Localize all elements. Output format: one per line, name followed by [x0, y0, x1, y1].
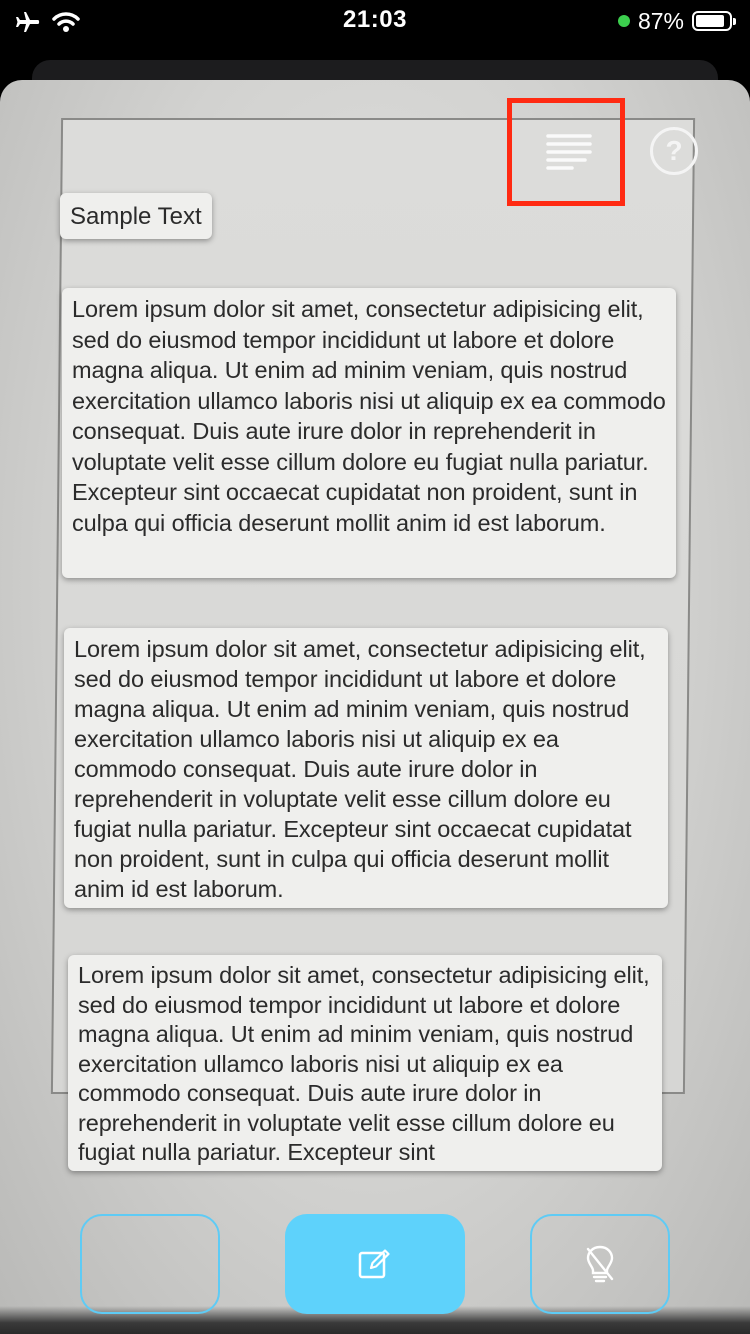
- recognized-paragraph-2[interactable]: [64, 628, 668, 908]
- paragraph-text: Lorem ipsum dolor sit amet, consectetur adipisicing elit, sed do eiusmod tempor incididunt ut labore et dolore magna aliqua. Ut enim ad minim veniam, quis nostrud exercitation ullamco laboris nisi ut aliquip ex ea commodo consequat. Duis aute irure dolor in reprehenderit in voluptate velit esse cillum dolore eu fugiat nulla pariatur. Excepteur sint occaecat cupidatat non proident, sunt in culpa qui officia deserunt mollit anim id est laborum.: [74, 636, 646, 902]
- edit-button[interactable]: [285, 1214, 465, 1314]
- battery-percent: 87%: [637, 7, 684, 34]
- charging-dot-icon: [618, 15, 630, 27]
- edit-icon: [355, 1244, 395, 1284]
- text-lines-icon: [530, 122, 610, 182]
- recognized-paragraph-3[interactable]: [68, 955, 662, 1171]
- flash-off-icon: [580, 1242, 620, 1286]
- battery-icon: [692, 11, 732, 31]
- recognized-title-box[interactable]: [60, 193, 212, 239]
- left-action-button[interactable]: [80, 1214, 220, 1314]
- flash-toggle-button[interactable]: [530, 1214, 670, 1314]
- scanned-document: [51, 118, 695, 1094]
- help-icon: ?: [665, 135, 683, 166]
- help-button[interactable]: [650, 127, 698, 175]
- recognized-paragraph-1[interactable]: [62, 288, 676, 578]
- paragraph-text: Lorem ipsum dolor sit amet, consectetur adipisicing elit, sed do eiusmod tempor incididunt ut labore et dolore magna aliqua. Ut enim ad minim veniam, quis nostrud exercitation ullamco laboris nisi ut aliquip ex ea commodo consequat. Duis aute irure dolor in reprehenderit in voluptate velit esse cillum dolore eu fugiat nulla pariatur. Excepteur sint: [78, 962, 650, 1165]
- status-bar: [0, 0, 750, 44]
- sample-text-label: Sample Text: [70, 203, 202, 230]
- battery-fill: [696, 15, 724, 27]
- text-lines-button[interactable]: [530, 122, 610, 182]
- status-right: [618, 7, 732, 35]
- paragraph-text: Lorem ipsum dolor sit amet, consectetur adipisicing elit, sed do eiusmod tempor incididunt ut labore et dolore magna aliqua. Ut enim ad minim veniam, quis nostrud exercitation ullamco laboris nisi ut aliquip ex ea commodo consequat. Duis aute irure dolor in reprehenderit in voluptate velit esse cillum dolore eu fugiat nulla pariatur. Excepteur sint occaecat cupidatat non proident, sunt in culpa qui officia deserunt mollit anim id est laborum.: [72, 296, 666, 536]
- status-time: 21:03: [343, 6, 407, 33]
